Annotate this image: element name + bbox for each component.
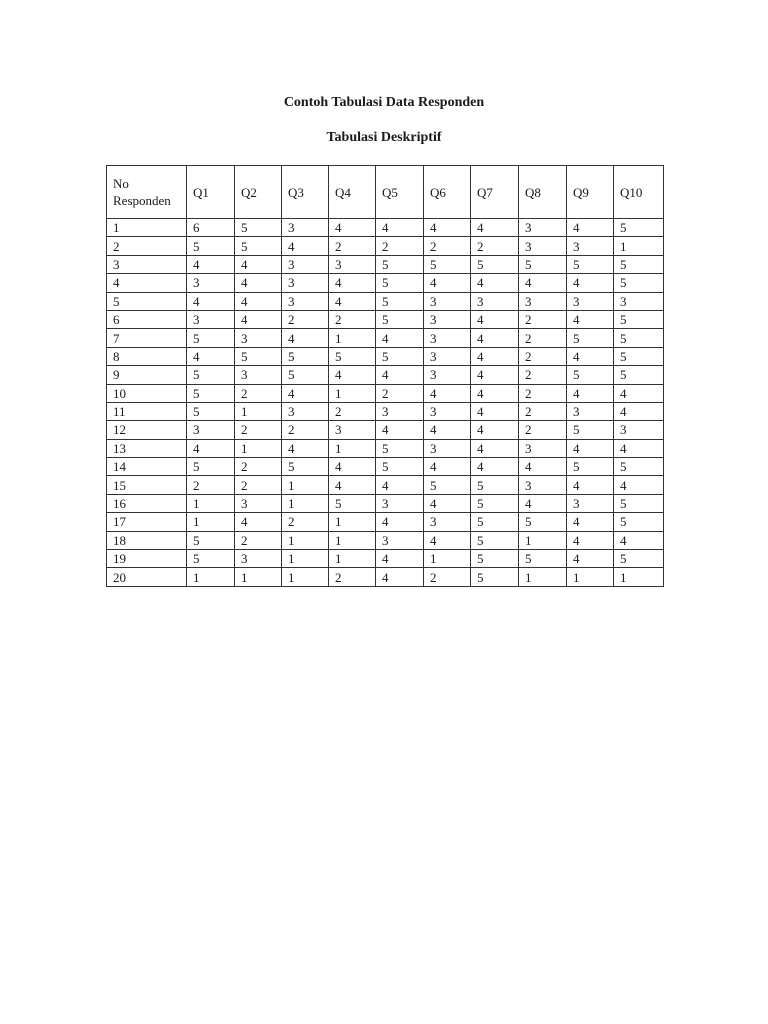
cell-q7: 4 (471, 402, 519, 420)
cell-q4: 3 (329, 421, 376, 439)
column-header-no-responden (107, 166, 187, 219)
cell-q9: 4 (567, 513, 614, 531)
cell-q2: 3 (235, 329, 282, 347)
cell-q5: 5 (376, 274, 424, 292)
cell-q6: 1 (424, 550, 471, 568)
cell-q2: 2 (235, 531, 282, 549)
cell-q2: 5 (235, 219, 282, 237)
cell-no-responden: 6 (107, 310, 187, 328)
cell-q5: 5 (376, 310, 424, 328)
cell-q5: 5 (376, 347, 424, 365)
cell-q10: 4 (614, 384, 664, 402)
cell-q10: 4 (614, 531, 664, 549)
cell-q1: 1 (187, 513, 235, 531)
cell-q6: 3 (424, 347, 471, 365)
cell-q8: 5 (519, 513, 567, 531)
table-row (107, 255, 664, 273)
cell-q9: 3 (567, 402, 614, 420)
cell-q4: 1 (329, 550, 376, 568)
cell-q2: 4 (235, 255, 282, 273)
cell-q2: 1 (235, 402, 282, 420)
cell-q7: 2 (471, 237, 519, 255)
cell-q10: 3 (614, 421, 664, 439)
cell-q10: 4 (614, 402, 664, 420)
table-body (107, 219, 664, 587)
cell-q8: 3 (519, 292, 567, 310)
column-header-responden: Responden (113, 193, 171, 208)
cell-q2: 4 (235, 310, 282, 328)
cell-q9: 4 (567, 310, 614, 328)
cell-no-responden: 14 (107, 458, 187, 476)
cell-no-responden: 5 (107, 292, 187, 310)
cell-q6: 3 (424, 292, 471, 310)
cell-q10: 5 (614, 458, 664, 476)
cell-q5: 4 (376, 476, 424, 494)
cell-q5: 3 (376, 531, 424, 549)
cell-q9: 3 (567, 292, 614, 310)
cell-no-responden: 8 (107, 347, 187, 365)
cell-q1: 2 (187, 476, 235, 494)
cell-q10: 1 (614, 568, 664, 586)
column-header-q4: Q4 (329, 166, 376, 219)
cell-no-responden: 18 (107, 531, 187, 549)
cell-q8: 4 (519, 274, 567, 292)
cell-q9: 4 (567, 531, 614, 549)
cell-q9: 5 (567, 421, 614, 439)
cell-q8: 3 (519, 476, 567, 494)
cell-q7: 4 (471, 458, 519, 476)
cell-q10: 5 (614, 494, 664, 512)
cell-no-responden: 10 (107, 384, 187, 402)
cell-q3: 4 (282, 329, 329, 347)
cell-q8: 2 (519, 384, 567, 402)
cell-q6: 3 (424, 513, 471, 531)
cell-q10: 5 (614, 329, 664, 347)
cell-q9: 3 (567, 494, 614, 512)
cell-q5: 4 (376, 550, 424, 568)
cell-q3: 4 (282, 237, 329, 255)
cell-q6: 4 (424, 421, 471, 439)
cell-q2: 2 (235, 421, 282, 439)
cell-q6: 2 (424, 568, 471, 586)
cell-q2: 2 (235, 384, 282, 402)
cell-q9: 4 (567, 384, 614, 402)
cell-q9: 4 (567, 219, 614, 237)
cell-q7: 5 (471, 476, 519, 494)
cell-q1: 5 (187, 458, 235, 476)
cell-q5: 2 (376, 237, 424, 255)
cell-q6: 4 (424, 531, 471, 549)
cell-q2: 5 (235, 347, 282, 365)
cell-q2: 2 (235, 458, 282, 476)
cell-no-responden: 1 (107, 219, 187, 237)
cell-q2: 2 (235, 476, 282, 494)
cell-q1: 4 (187, 255, 235, 273)
cell-q1: 4 (187, 292, 235, 310)
cell-q3: 3 (282, 255, 329, 273)
cell-q7: 5 (471, 494, 519, 512)
cell-q4: 1 (329, 439, 376, 457)
table-row (107, 384, 664, 402)
cell-q9: 4 (567, 347, 614, 365)
document-title: Contoh Tabulasi Data Responden (283, 95, 485, 110)
cell-q8: 2 (519, 402, 567, 420)
cell-q7: 4 (471, 421, 519, 439)
cell-q5: 5 (376, 439, 424, 457)
cell-q1: 1 (187, 568, 235, 586)
cell-q8: 2 (519, 329, 567, 347)
table-row (107, 366, 664, 384)
cell-no-responden: 16 (107, 494, 187, 512)
cell-q1: 1 (187, 494, 235, 512)
cell-q2: 5 (235, 237, 282, 255)
cell-q1: 6 (187, 219, 235, 237)
cell-q1: 5 (187, 531, 235, 549)
cell-no-responden: 4 (107, 274, 187, 292)
cell-q6: 5 (424, 255, 471, 273)
cell-q4: 2 (329, 237, 376, 255)
data-table (106, 165, 664, 587)
cell-q5: 3 (376, 494, 424, 512)
cell-q9: 5 (567, 255, 614, 273)
cell-q4: 2 (329, 568, 376, 586)
cell-q10: 4 (614, 476, 664, 494)
cell-q7: 5 (471, 255, 519, 273)
column-header-q9: Q9 (567, 166, 614, 219)
cell-q5: 5 (376, 458, 424, 476)
document-subtitle: Tabulasi Deskriptif (326, 130, 442, 145)
cell-q9: 5 (567, 366, 614, 384)
column-header-no: No (113, 176, 129, 191)
table-row (107, 568, 664, 586)
cell-q4: 1 (329, 384, 376, 402)
cell-q2: 1 (235, 439, 282, 457)
cell-q3: 2 (282, 421, 329, 439)
cell-no-responden: 2 (107, 237, 187, 255)
column-header-q8: Q8 (519, 166, 567, 219)
cell-q10: 4 (614, 439, 664, 457)
cell-q4: 2 (329, 310, 376, 328)
table-row (107, 237, 664, 255)
cell-q8: 5 (519, 550, 567, 568)
cell-q4: 1 (329, 531, 376, 549)
column-header-q3: Q3 (282, 166, 329, 219)
cell-q1: 3 (187, 310, 235, 328)
cell-q3: 2 (282, 513, 329, 531)
cell-q10: 5 (614, 347, 664, 365)
cell-q4: 4 (329, 219, 376, 237)
cell-q3: 1 (282, 568, 329, 586)
cell-q5: 4 (376, 421, 424, 439)
cell-q5: 3 (376, 402, 424, 420)
cell-q6: 3 (424, 439, 471, 457)
cell-q2: 3 (235, 494, 282, 512)
cell-q4: 1 (329, 513, 376, 531)
cell-q3: 5 (282, 347, 329, 365)
cell-q2: 3 (235, 366, 282, 384)
cell-q4: 4 (329, 292, 376, 310)
cell-q7: 4 (471, 274, 519, 292)
cell-q8: 4 (519, 494, 567, 512)
cell-q2: 3 (235, 550, 282, 568)
cell-q7: 3 (471, 292, 519, 310)
cell-q1: 5 (187, 237, 235, 255)
cell-q10: 5 (614, 274, 664, 292)
cell-q1: 5 (187, 550, 235, 568)
column-header-q2: Q2 (235, 166, 282, 219)
cell-q9: 4 (567, 476, 614, 494)
cell-q6: 3 (424, 402, 471, 420)
table-row (107, 219, 664, 237)
cell-q3: 5 (282, 366, 329, 384)
cell-q7: 4 (471, 310, 519, 328)
cell-q7: 4 (471, 366, 519, 384)
cell-q1: 5 (187, 329, 235, 347)
cell-q9: 4 (567, 439, 614, 457)
cell-no-responden: 11 (107, 402, 187, 420)
cell-q1: 3 (187, 421, 235, 439)
cell-q7: 5 (471, 513, 519, 531)
cell-no-responden: 3 (107, 255, 187, 273)
table-row (107, 421, 664, 439)
cell-q5: 5 (376, 255, 424, 273)
cell-q4: 2 (329, 402, 376, 420)
cell-q4: 5 (329, 347, 376, 365)
column-header-q10: Q10 (614, 166, 664, 219)
cell-q5: 4 (376, 513, 424, 531)
cell-q1: 5 (187, 366, 235, 384)
column-header-q5: Q5 (376, 166, 424, 219)
cell-q1: 4 (187, 347, 235, 365)
cell-q7: 4 (471, 219, 519, 237)
table-row (107, 402, 664, 420)
cell-q10: 5 (614, 255, 664, 273)
cell-q6: 4 (424, 219, 471, 237)
cell-q6: 3 (424, 329, 471, 347)
cell-q1: 5 (187, 402, 235, 420)
cell-q10: 5 (614, 219, 664, 237)
cell-q3: 1 (282, 476, 329, 494)
cell-q7: 5 (471, 568, 519, 586)
cell-q10: 5 (614, 513, 664, 531)
cell-q3: 4 (282, 384, 329, 402)
cell-q6: 5 (424, 476, 471, 494)
cell-q8: 5 (519, 255, 567, 273)
cell-q8: 2 (519, 421, 567, 439)
cell-q2: 4 (235, 292, 282, 310)
cell-q3: 3 (282, 219, 329, 237)
table-row (107, 458, 664, 476)
cell-q5: 2 (376, 384, 424, 402)
cell-no-responden: 13 (107, 439, 187, 457)
cell-q7: 4 (471, 347, 519, 365)
cell-q3: 2 (282, 310, 329, 328)
cell-q8: 2 (519, 347, 567, 365)
cell-q6: 3 (424, 366, 471, 384)
cell-no-responden: 20 (107, 568, 187, 586)
cell-q3: 3 (282, 402, 329, 420)
cell-q9: 4 (567, 274, 614, 292)
cell-q10: 3 (614, 292, 664, 310)
cell-q5: 4 (376, 219, 424, 237)
cell-q8: 3 (519, 219, 567, 237)
cell-no-responden: 9 (107, 366, 187, 384)
table-row (107, 347, 664, 365)
cell-q9: 5 (567, 458, 614, 476)
cell-q4: 4 (329, 274, 376, 292)
cell-q6: 3 (424, 310, 471, 328)
cell-q6: 2 (424, 237, 471, 255)
cell-q6: 4 (424, 384, 471, 402)
cell-q3: 3 (282, 274, 329, 292)
cell-q10: 1 (614, 237, 664, 255)
table-row (107, 494, 664, 512)
table-row (107, 550, 664, 568)
cell-q7: 5 (471, 550, 519, 568)
cell-q9: 4 (567, 550, 614, 568)
cell-q5: 4 (376, 329, 424, 347)
table-header-row (107, 166, 664, 219)
cell-q6: 4 (424, 274, 471, 292)
cell-q9: 3 (567, 237, 614, 255)
cell-no-responden: 19 (107, 550, 187, 568)
cell-q1: 3 (187, 274, 235, 292)
cell-q7: 4 (471, 329, 519, 347)
cell-q7: 4 (471, 384, 519, 402)
cell-q2: 4 (235, 274, 282, 292)
table-row (107, 310, 664, 328)
cell-q5: 4 (376, 366, 424, 384)
cell-q10: 5 (614, 366, 664, 384)
table-row (107, 329, 664, 347)
cell-no-responden: 12 (107, 421, 187, 439)
cell-q2: 4 (235, 513, 282, 531)
cell-q8: 3 (519, 439, 567, 457)
cell-q2: 1 (235, 568, 282, 586)
table-row (107, 292, 664, 310)
cell-no-responden: 15 (107, 476, 187, 494)
cell-q3: 1 (282, 550, 329, 568)
cell-q7: 4 (471, 439, 519, 457)
cell-q1: 4 (187, 439, 235, 457)
table-row (107, 513, 664, 531)
cell-q10: 5 (614, 310, 664, 328)
cell-q1: 5 (187, 384, 235, 402)
cell-q5: 4 (376, 568, 424, 586)
cell-q4: 1 (329, 329, 376, 347)
cell-no-responden: 17 (107, 513, 187, 531)
cell-q10: 5 (614, 550, 664, 568)
table-row (107, 274, 664, 292)
cell-q8: 4 (519, 458, 567, 476)
cell-q8: 3 (519, 237, 567, 255)
cell-q4: 5 (329, 494, 376, 512)
table-row (107, 476, 664, 494)
cell-q5: 5 (376, 292, 424, 310)
cell-no-responden: 7 (107, 329, 187, 347)
column-header-q1: Q1 (187, 166, 235, 219)
table-row (107, 439, 664, 457)
column-header-q7: Q7 (471, 166, 519, 219)
cell-q4: 3 (329, 255, 376, 273)
cell-q6: 4 (424, 494, 471, 512)
cell-q3: 5 (282, 458, 329, 476)
cell-q9: 1 (567, 568, 614, 586)
cell-q9: 5 (567, 329, 614, 347)
cell-q4: 4 (329, 366, 376, 384)
cell-q8: 1 (519, 531, 567, 549)
cell-q8: 2 (519, 366, 567, 384)
cell-q4: 4 (329, 458, 376, 476)
cell-q6: 4 (424, 458, 471, 476)
cell-q3: 1 (282, 531, 329, 549)
cell-q8: 2 (519, 310, 567, 328)
cell-q3: 3 (282, 292, 329, 310)
cell-q3: 1 (282, 494, 329, 512)
cell-q4: 4 (329, 476, 376, 494)
table-row (107, 531, 664, 549)
column-header-q6: Q6 (424, 166, 471, 219)
cell-q7: 5 (471, 531, 519, 549)
cell-q3: 4 (282, 439, 329, 457)
cell-q8: 1 (519, 568, 567, 586)
